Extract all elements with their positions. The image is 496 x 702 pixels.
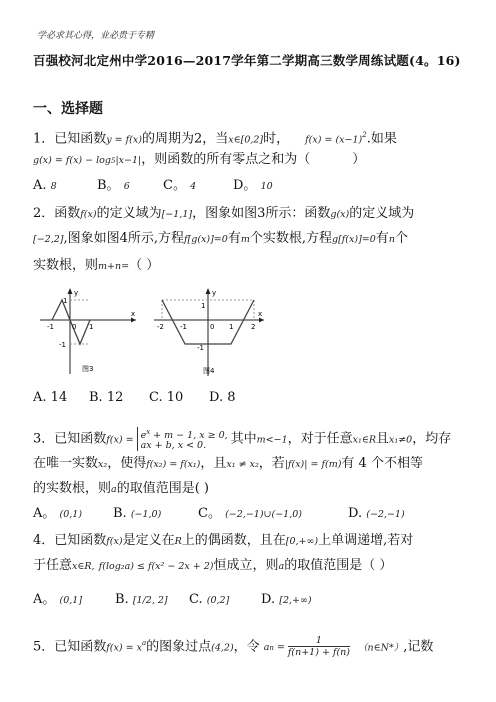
q4-text: 是定义在 [122,533,175,548]
header-motto: 学必求其心得，业必贵于专精 [37,31,155,41]
q3-line-3 [33,480,209,499]
q3-text: 其中 [230,431,257,447]
q2-var-n: n [388,234,395,245]
q1-func: y = f(x) [106,134,142,146]
q2-domain-g: [−2,2] [33,234,64,245]
q2-text: 实数根，则 [33,258,99,273]
q1-option-c[interactable]: C。 4 [163,178,197,193]
q2-option-a[interactable]: A. 14 [33,390,68,405]
q2-text: 的定义域为 [349,206,415,221]
q4-inequality: f(log₂a) ≤ f(x² − 2x + 2) [98,561,214,572]
q3-line-2 [33,455,423,474]
fig3-caption: 图3 [82,365,94,373]
q4-interval: [0,+∞) [285,536,319,547]
q3-text: 且 [376,431,390,447]
q2-func-g: g(x) [330,209,350,220]
fig3-y-arrow [68,288,73,294]
q4-option-a[interactable]: A。 (0,1] [33,592,83,607]
q3-text: ，若 [258,456,285,471]
q4-text: 的取值范围是（ ） [284,558,393,573]
q3-func: f(x) = [106,434,134,446]
q3-text: ，对于任意 [287,431,353,447]
q2-equation-2: g[f(x)]=0 [332,234,376,245]
q2-option-c[interactable]: C. 10 [149,390,184,405]
q2-text: 有 [227,231,241,246]
q2-text: ，图象如图3所示：函数 [192,206,331,221]
q5-text: 5．已知函数 [33,639,107,655]
q3-x2: x₂ [98,459,108,470]
q3-text: 有 4 个不相等 [341,456,423,471]
q2-option-d[interactable]: D. 8 [209,390,236,405]
q4-text: 恒成立，则 [213,558,279,573]
q4-option-c[interactable]: C. (0,2] [189,592,230,607]
q3-x1: x₁∈R [352,434,377,446]
q3-inequality: x₁ ≠ x₂ [226,459,259,470]
q2-equation-1: f[g(x)]=0 [184,234,228,245]
q1-text: 1．已知函数 [33,131,107,147]
q2-line-2 [33,230,408,249]
q2-text: （ ） [129,258,160,273]
q5-text: ,记数 [403,639,434,655]
q1-text: ，则函数的所有零点之和为（ [141,152,311,167]
q4-text: 于任意 [33,558,73,573]
fig4-x-arrow [259,318,264,323]
fig3-curve [52,300,90,344]
q3-text: ，且 [200,456,227,471]
q3-x1-nonzero: x₁≠0 [389,434,413,446]
q3-text: ，使得 [107,456,147,471]
q4-option-d[interactable]: D. [2,+∞) [261,592,312,607]
fig3-tick: 1 [63,297,68,305]
q3-condition: m<−1 [256,434,288,446]
q4-text: 4．已知函数 [33,533,107,548]
q1-text: 的周期为2，当 [141,131,229,147]
q5-condition: （n∈N*） [357,642,404,654]
q3-line-1 [33,427,451,451]
fig4-tick: -2 [157,323,164,331]
fig4-tick: 0 [210,323,215,331]
fig4-x-label: x [258,310,263,318]
q1-formula: f(x) = (x−1) [305,134,363,146]
q5-text: 的图象过点 [146,639,212,655]
fig3-tick: 0 [72,323,77,331]
fig3-tick: -1 [47,323,54,331]
q1-text: 时， [263,131,290,147]
q1-g-func: g(x) = f(x) − log [33,155,111,166]
q5-line-1 [33,634,433,658]
section-heading: 一、选择题 [33,101,103,117]
q1-domain: x∈[0,2] [228,134,264,146]
fig4-tick: 2 [251,323,256,331]
q5-text: ，令 [233,639,260,655]
q1-option-d[interactable]: D。 10 [233,178,273,193]
q3-var-a: a [111,484,117,495]
page-title: 百强校河北定州中学2016—2017学年第二学期高三数学周练试题(4。16) [33,53,461,68]
q1-abs: |x−1| [115,155,142,166]
q4-text: 上的偶函数，且在 [181,533,286,548]
q3-option-c[interactable]: C。 (−2,−1)∪(−1,0) [198,506,302,521]
q2-text: 2．函数 [33,206,81,221]
q2-options [33,389,236,407]
q1-options [33,177,273,196]
fig4-tick: 1 [201,302,206,310]
q1-log-base: 5 [110,157,116,165]
q2-func-f: f(x) [80,209,97,220]
fig3-x-arrow [131,318,136,323]
q1-option-a[interactable]: A. 8 [33,178,57,193]
q4-x-domain: x∈R, [72,561,95,572]
q1-line-1 [33,126,397,149]
q1-text: .如果 [366,131,397,147]
q2-text: 的定义域为 [96,206,162,221]
q2-line-1 [33,205,414,224]
q1-option-b[interactable]: B。 6 [97,178,130,193]
q5-func: f(x) = x [106,642,142,654]
q2-domain-f: [−1,1] [161,209,193,220]
fig4-tick: 1 [229,323,234,331]
q4-set-r: R [174,536,182,547]
q4-var-a: a [278,561,285,572]
q3-option-b[interactable]: B. (−1,0) [113,506,162,521]
q3-text: 3．已知函数 [33,431,107,447]
q3-text: 的实数根，则 [33,481,112,496]
q3-option-a[interactable]: A。 (0,1) [33,506,83,521]
figure-4 [150,286,268,378]
fig3-x-label: x [131,310,136,318]
q3-text: 在唯一实数 [33,456,99,471]
fig4-tick: -1 [197,344,204,352]
q3-abs-equation: |f(x)| = f(m) [284,459,342,470]
q2-option-b[interactable]: B. 12 [89,390,124,405]
q2-expression: m+n= [98,261,130,272]
q4-option-b[interactable]: B. [1/2, 2] [115,592,168,607]
q2-var-m: m [240,234,250,245]
fig4-caption: 图4 [203,367,215,375]
figure-3 [38,286,138,378]
q4-text: 上单调递增,若对 [318,533,414,548]
q3-text: 的取值范围是( ) [116,481,209,496]
q1-exponent: 2 [362,131,367,139]
q3-options [33,505,405,524]
q2-text: 个实数根,方程 [249,231,332,246]
q3-piecewise: $e^x + m - 1$, x ≥ 0, ax + b, x < 0. [137,427,228,451]
q2-text: 有 [375,231,389,246]
q5-exponent: a [141,639,147,647]
q2-text: 个 [394,231,408,246]
q4-func: f(x) [106,536,123,547]
fig3-y-label: y [74,289,79,297]
q2-text: ,图象如图4所示,方程 [63,231,185,246]
fig4-y-arrow [206,288,211,294]
q3-equation: f(x₂) = f(x₁) [146,459,201,470]
q1-line-2 [33,151,365,170]
q3-option-d[interactable]: D. (−2,−1) [348,506,405,521]
q5-point: (4,2) [211,642,234,654]
q2-line-3 [33,257,159,276]
q3-text: ，均存 [412,431,452,447]
fig3-tick: -1 [59,341,66,349]
fig4-tick: -1 [180,323,187,331]
q4-line-2 [33,557,392,576]
q5-fraction: $\frac{1}{f(n+1) + f(n)}$ [287,635,350,659]
fig4-y-label: y [212,289,217,297]
q4-line-1 [33,532,413,551]
q4-options [33,591,312,610]
q5-an: an = [263,642,288,654]
fig3-tick: 1 [89,323,94,331]
q1-text: ） [352,152,366,167]
